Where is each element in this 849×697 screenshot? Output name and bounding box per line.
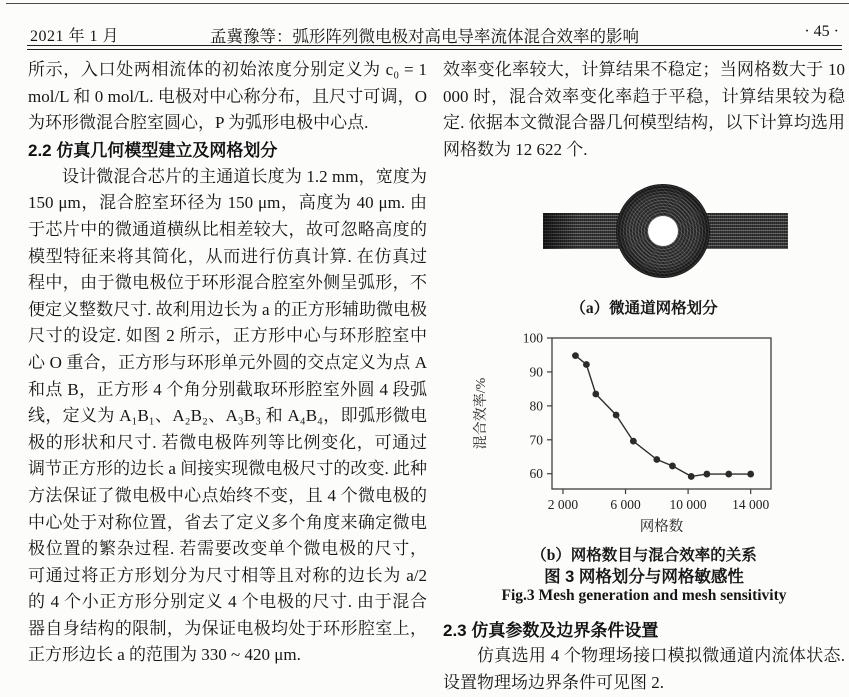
left-column (28, 57, 427, 669)
x-tick-label: 2 000 (547, 497, 579, 512)
data-point (669, 463, 676, 470)
section-heading-2-2: 2.2 仿真几何模型建立及网格划分 (28, 140, 278, 160)
y-tick-label: 100 (522, 330, 543, 346)
right-column (443, 57, 845, 163)
x-tick-label: 14 000 (732, 497, 770, 512)
data-line (576, 356, 751, 477)
mesh-sensitivity-chart (468, 323, 813, 545)
x-tick-label: 10 000 (669, 497, 707, 512)
subfigure-a-caption: （a）微通道网格划分 (570, 300, 718, 317)
header-double-rule (27, 45, 842, 50)
mesh-figure (543, 184, 788, 278)
line-chart-svg (468, 323, 813, 545)
header-page-number: · 45 · (804, 23, 839, 40)
header-running-title: 孟冀豫等：弧形阵列微电极对高电导率流体混合效率的影响 (210, 27, 639, 46)
paragraph-simulation-params: 仿真选用 4 个物理场接口模拟微通道内流体状态. 设置物理场边界条件可见图 2. (443, 646, 845, 692)
y-tick-label: 90 (529, 364, 543, 380)
figure-3-caption-en: Fig.3 Mesh generation and mesh sensitivity (501, 587, 787, 604)
data-point (653, 456, 660, 463)
data-point (703, 471, 710, 478)
y-tick-label: 60 (529, 466, 543, 482)
data-point (613, 412, 620, 419)
paragraph-geometry-model: 设计微混合芯片的主通道长度为 1.2 mm，宽度为 150 μm，混合腔室环径为 150 μm，高度为 40 μm. 由于芯片中的微通道横纵比相差较大，故可忽略高度的模型特征来将其简化，从而进行仿真计算. 在仿真过程中，由于微电极位于环形混合腔室外侧呈弧形，不便定义整数尺寸. 故利用边长为 a 的正方形辅助微电极尺寸的设定. 如图 2 所示，正方形中心与环形腔室中心 O 重合，正方形与环形单元外圆的交点定义为点 A 和点 B，正方形 4 个角分别截取环形腔室外圆 4 段弧线，定义为 A₁B₁、A₂B₂、A₃B₃ 和 A₄B₄，即弧形微电极的形状和尺寸. 若微电极阵列等比例变化，可通过调节正方形的边长 a 间接实现微电极尺寸的改变. 此种方法保证了微电极中心点始终不变，且 4 个微电极的中心处于对称位置，省去了定义多个角度来确定微电极位置的繁杂过程. 若需要改变单个微电极的尺寸，可通过将正方形划分为尺寸相等且对称的边长为 a/2 的 4 个小正方形分别定义 4 个电极的尺寸. 由于混合器自身结构的限制，为保证电极均处于环形腔室上，正方形边长 a 的范围为 330 ~ 420 μm. (28, 166, 427, 665)
data-point (583, 361, 590, 368)
data-point (630, 438, 637, 445)
x-axis-label: 网格数 (639, 519, 684, 535)
subfigure-b-caption: （b）网格数目与混合效率的关系 (531, 547, 757, 564)
section-heading-2-3: 2.3 仿真参数及边界条件设置 (443, 621, 659, 640)
mesh-center-hole (648, 216, 678, 246)
figure-3-caption-cn: 图 3 网格划分与网格敏感性 (544, 568, 744, 586)
page-top-rule (6, 3, 849, 4)
paragraph-mesh-stability: 效率变化率较大，计算结果不稳定；当网格数大于 10 000 时，混合效率变化率趋于平稳，计算结果较为稳定. 依据本文微混合器几何模型结构，以下计算均选用网格数为 12 622 个. (443, 60, 845, 159)
axes-box (552, 338, 771, 489)
data-point (592, 391, 599, 398)
y-tick-label: 80 (529, 398, 543, 414)
y-axis-label: 混合效率/% (474, 377, 489, 450)
header-date: 2021 年 1 月 (30, 28, 120, 45)
y-tick-label: 70 (529, 432, 543, 448)
x-tick-label: 6 000 (610, 497, 641, 512)
data-point (572, 352, 579, 359)
data-point (747, 471, 754, 478)
data-point (725, 471, 732, 478)
data-point (688, 473, 695, 480)
paragraph-initial-concentration: 所示，入口处两相流体的初始浓度分别定义为 c₀ = 1 mol/L 和 0 mol/L. 电极对中心称分布，且尺寸可调，O 为环形微混合腔室圆心，P 为弧形电极中心点. (28, 60, 427, 133)
